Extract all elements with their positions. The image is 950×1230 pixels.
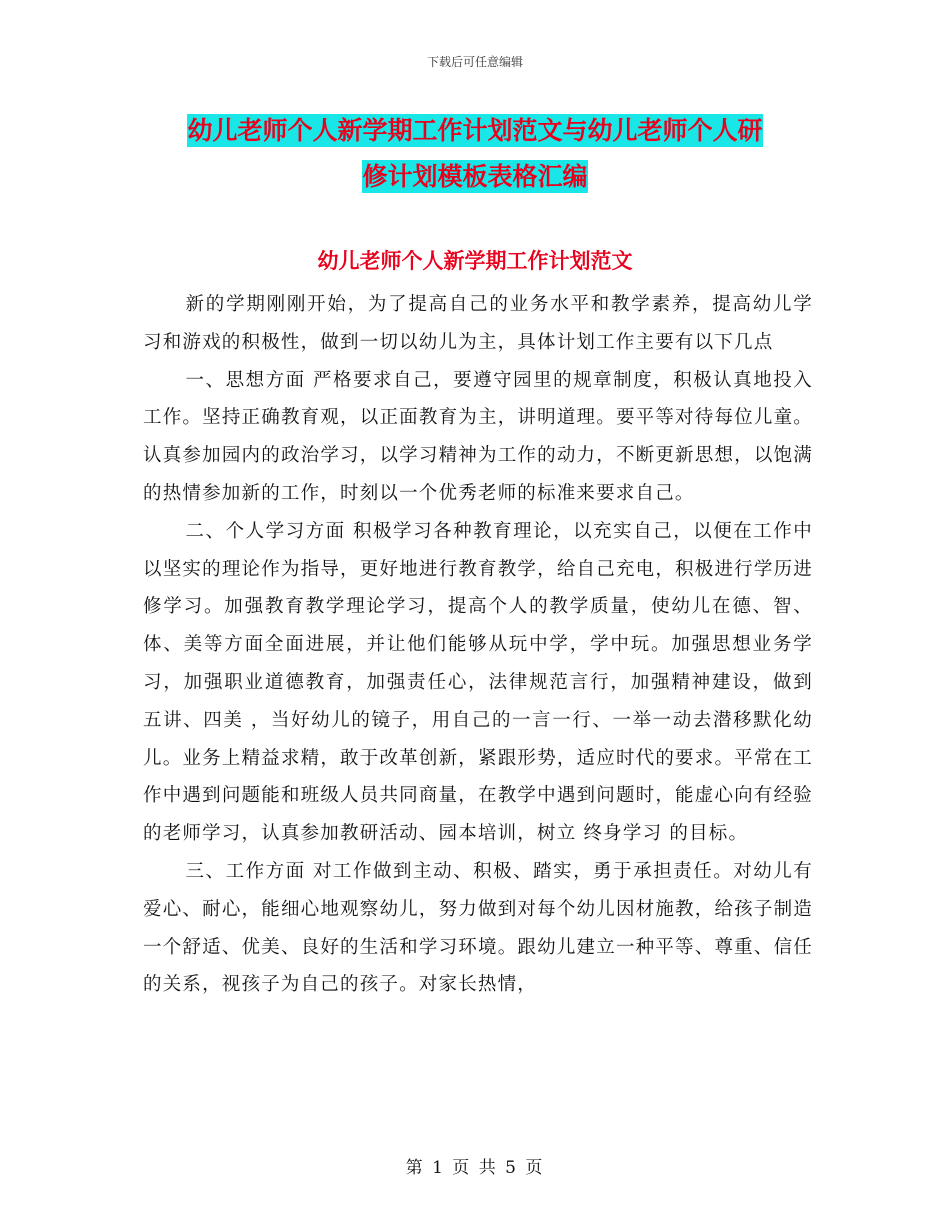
page-footer: 第 1 页 共 5 页 xyxy=(405,1158,545,1178)
document-title-line-2: 修计划模板表格汇编 xyxy=(362,162,588,191)
section-title: 幼儿老师个人新学期工作计划范文 xyxy=(317,249,633,273)
body-text xyxy=(143,286,813,1004)
download-note: 下载后可任意编辑 xyxy=(426,55,523,69)
document-title xyxy=(140,108,810,200)
paragraph-intro: 新的学期刚刚开始，为了提高自己的业务水平和教学素养，提高幼儿学习和游戏的积极性，做到一切以幼儿为主，具体计划工作主要有以下几点 xyxy=(143,294,813,353)
paragraph-learning: 二、个人学习方面 积极学习各种教育理论，以充实自己，以便在工作中以坚实的理论作为指导，更好地进行教育教学，给自己充电，积极进行学历进修学习。加强教育教学理论学习，提高个人的教学质量，使幼儿在德、智、体、美等方面全面进展，并让他们能够从玩中学，学中玩。加强思想业务学习，加强职业道德教育，加强责任心，法律规范言行，加强精神建设，做到 五讲、四美 ，当好幼儿的镜子，用自己的一言一行、一举一动去潜移默化幼儿。业务上精益求精，敢于改革创新，紧跟形势，适应时代的要求。平常在工作中遇到问题能和班级人员共同商量，在教学中遇到问题时，能虚心向有经验的老师学习，认真参加教研活动、园本培训，树立 终身学习 的目标。 xyxy=(143,520,813,845)
paragraph-thinking: 一、思想方面 严格要求自己，要遵守园里的规章制度，积极认真地投入工作。坚持正确教育观，以正面教育为主，讲明道理。要平等对待每位儿童。认真参加园内的政治学习，以学习精神为工作的动力，不断更新思想，以饱满的热情参加新的工作，时刻以一个优秀老师的标准来要求自己。 xyxy=(143,369,813,504)
document-title-line-1: 幼儿老师个人新学期工作计划范文与幼儿老师个人研 xyxy=(187,116,763,145)
paragraph-work: 三、工作方面 对工作做到主动、积极、踏实，勇于承担责任。对幼儿有爱心、耐心，能细心地观察幼儿，努力做到对每个幼儿因材施教，给孩子制造一个舒适、优美、良好的生活和学习环境。跟幼儿建立一种平等、尊重、信任的关系，视孩子为自己的孩子。对家长热情， xyxy=(143,860,813,996)
